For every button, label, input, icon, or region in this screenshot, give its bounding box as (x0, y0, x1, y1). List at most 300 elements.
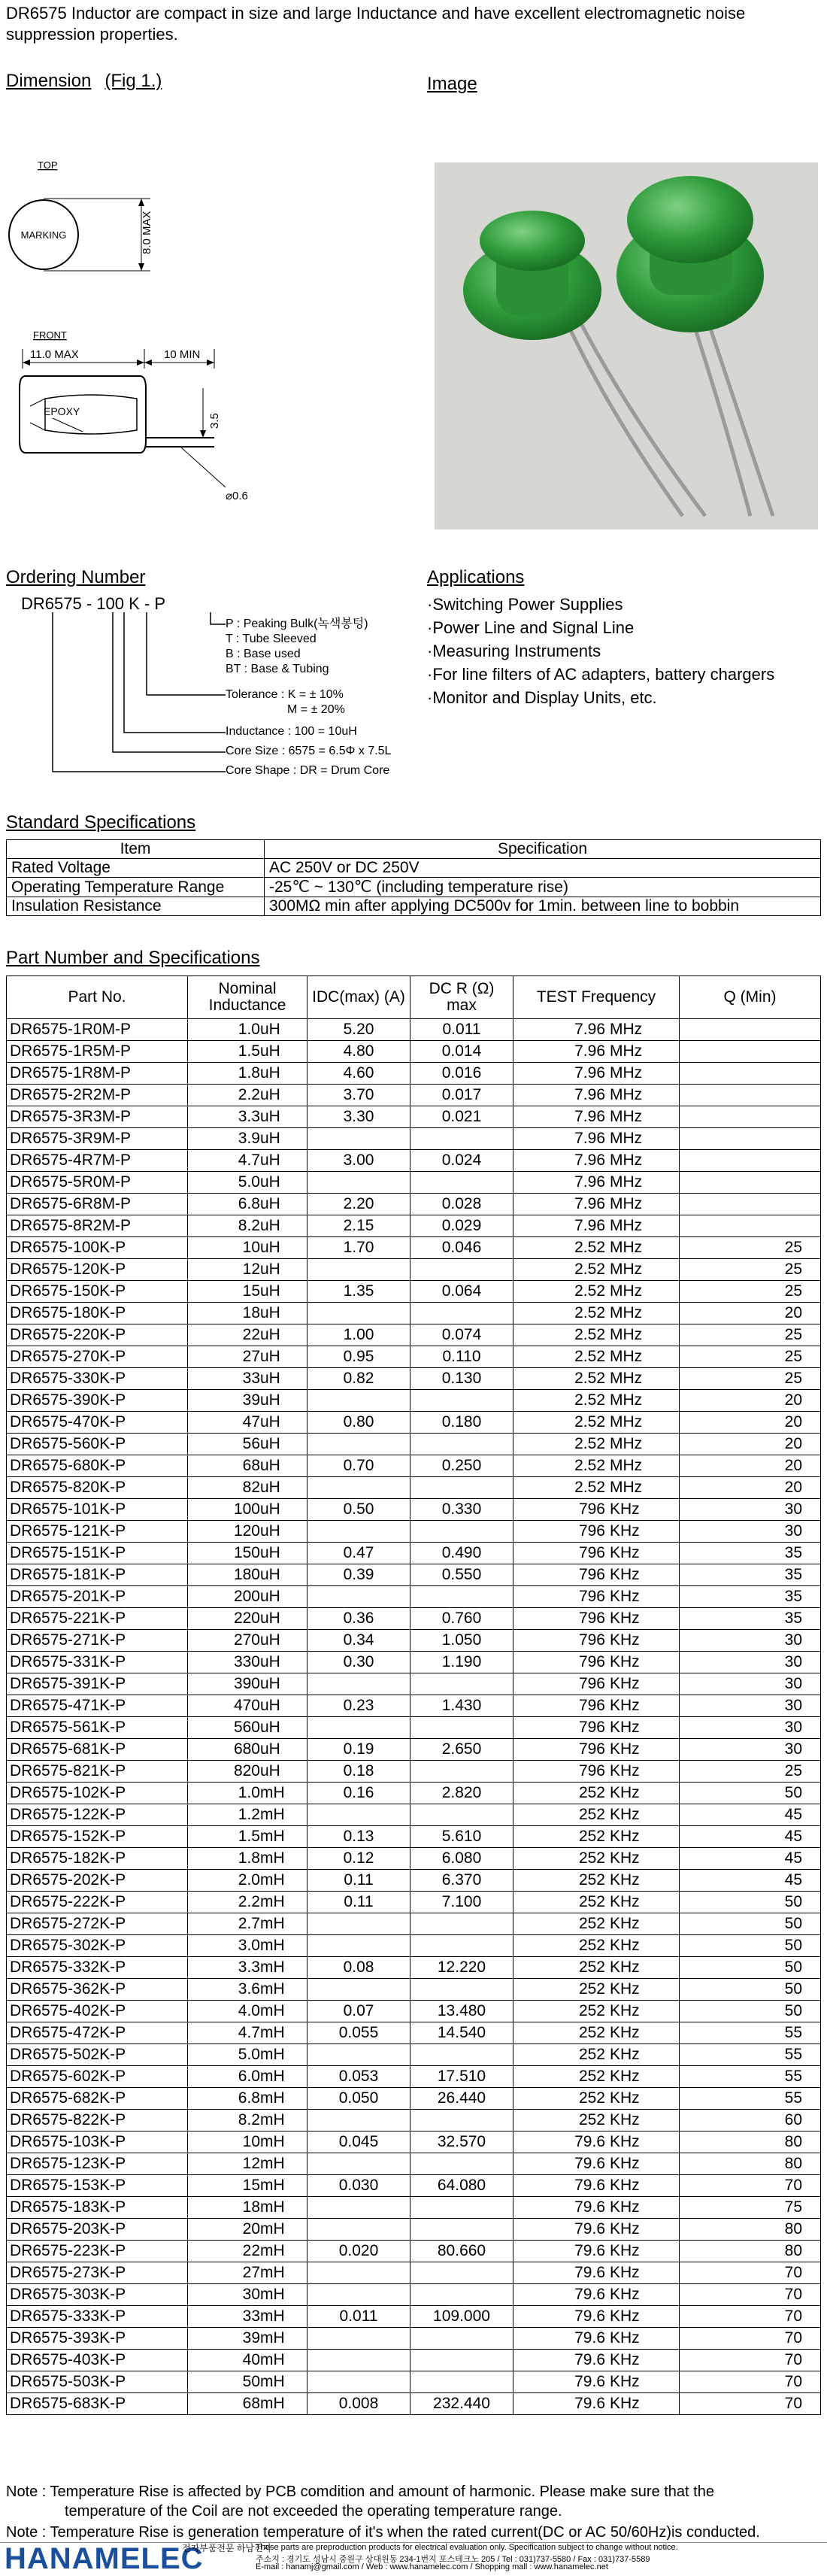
ordering-leader-lines (0, 612, 241, 785)
ordering-code: DR6575 - 100 K - P (21, 594, 166, 613)
dcr-max: 0.490 (410, 1543, 513, 1564)
part-number: DR6575-101K-P (7, 1499, 188, 1521)
part-number: DR6575-682K-P (7, 2088, 188, 2110)
std-header-spec: Specification (265, 840, 821, 859)
idc-max: 0.13 (307, 1826, 410, 1848)
part-number: DR6575-270K-P (7, 1346, 188, 1368)
part-number: DR6575-822K-P (7, 2110, 188, 2131)
idc-max (307, 1717, 410, 1739)
part-number: DR6575-362K-P (7, 1979, 188, 2001)
nominal-inductance: 100uH (188, 1499, 307, 1521)
dcr-max: 0.021 (410, 1106, 513, 1128)
test-frequency: 252 KHz (513, 1913, 680, 1935)
test-frequency: 252 KHz (513, 2110, 680, 2131)
code-series: DR6575 (21, 594, 82, 613)
nominal-inductance: 15uH (188, 1281, 307, 1303)
table-row (7, 1303, 821, 1324)
table-row (7, 2044, 821, 2066)
header-dcr: DC R (Ω) max (410, 976, 513, 1019)
table-row (7, 1281, 821, 1303)
q-min: 45 (680, 1870, 821, 1892)
packaging-bt: BT : Base & Tubing (226, 663, 329, 675)
q-min: 30 (680, 1521, 821, 1543)
idc-max: 0.95 (307, 1346, 410, 1368)
nominal-inductance: 820uH (188, 1761, 307, 1783)
test-frequency: 7.96 MHz (513, 1215, 680, 1237)
q-min: 30 (680, 1652, 821, 1673)
idc-max (307, 2044, 410, 2066)
part-number: DR6575-390K-P (7, 1390, 188, 1412)
part-number: DR6575-181K-P (7, 1564, 188, 1586)
q-min: 70 (680, 2284, 821, 2306)
std-header-item: Item (7, 840, 265, 859)
table-row (7, 2219, 821, 2241)
nominal-inductance: 6.8uH (188, 1194, 307, 1215)
test-frequency: 7.96 MHz (513, 1063, 680, 1085)
q-min: 30 (680, 1499, 821, 1521)
idc-max (307, 2153, 410, 2175)
idc-max (307, 2350, 410, 2371)
part-number: DR6575-821K-P (7, 1761, 188, 1783)
table-row (7, 2306, 821, 2328)
table-row: Insulation Resistance 300MΩ min after applying DC500v for 1min. between line to bobbin (7, 897, 821, 916)
dcr-max (410, 1390, 513, 1412)
product-photo (435, 162, 818, 529)
q-min: 25 (680, 1761, 821, 1783)
part-number: DR6575-1R5M-P (7, 1041, 188, 1063)
note-1-continued: temperature of the Coil are not exceeded the operating temperature range. (65, 2503, 562, 2520)
q-min: 25 (680, 1346, 821, 1368)
table-row (7, 2197, 821, 2219)
table-row (7, 1957, 821, 1979)
table-row (7, 1652, 821, 1673)
q-min: 75 (680, 2197, 821, 2219)
part-number: DR6575-3R3M-P (7, 1106, 188, 1128)
q-min: 30 (680, 1695, 821, 1717)
q-min: 70 (680, 2371, 821, 2393)
idc-max (307, 2284, 410, 2306)
code-packaging: P (154, 594, 166, 613)
idc-max (307, 1586, 410, 1608)
dcr-max: 0.016 (410, 1063, 513, 1085)
application-item: · For line filters of AC adapters, battery chargers (427, 663, 774, 686)
nominal-inductance: 5.0mH (188, 2044, 307, 2066)
nominal-inductance: 33uH (188, 1368, 307, 1390)
dcr-max (410, 2197, 513, 2219)
dcr-max: 17.510 (410, 2066, 513, 2088)
application-item: · Monitor and Display Units, etc. (427, 686, 774, 709)
test-frequency: 2.52 MHz (513, 1281, 680, 1303)
table-row (7, 1237, 821, 1259)
test-frequency: 252 KHz (513, 2001, 680, 2022)
test-frequency: 79.6 KHz (513, 2175, 680, 2197)
nominal-inductance: 1.5mH (188, 1826, 307, 1848)
table-row (7, 1586, 821, 1608)
company-tagline: 전자부품전문 하남전자 (182, 2543, 272, 2553)
test-frequency: 796 KHz (513, 1739, 680, 1761)
test-frequency: 7.96 MHz (513, 1128, 680, 1150)
part-number: DR6575-393K-P (7, 2328, 188, 2350)
idc-max (307, 2110, 410, 2131)
table-row (7, 2131, 821, 2153)
part-number: DR6575-303K-P (7, 2284, 188, 2306)
idc-max (307, 2219, 410, 2241)
table-row (7, 2022, 821, 2044)
nominal-inductance: 220uH (188, 1608, 307, 1630)
idc-max: 0.053 (307, 2066, 410, 2088)
part-number: DR6575-122K-P (7, 1804, 188, 1826)
q-min: 20 (680, 1303, 821, 1324)
test-frequency: 252 KHz (513, 1957, 680, 1979)
test-frequency: 2.52 MHz (513, 1237, 680, 1259)
idc-max: 0.030 (307, 2175, 410, 2197)
idc-max: 1.00 (307, 1324, 410, 1346)
test-frequency: 2.52 MHz (513, 1303, 680, 1324)
dcr-max: 12.220 (410, 1957, 513, 1979)
dcr-max: 5.610 (410, 1826, 513, 1848)
test-frequency: 7.96 MHz (513, 1085, 680, 1106)
test-frequency: 252 KHz (513, 1804, 680, 1826)
footer-address: 주소지 : 경기도 성남시 중원구 상대원동 234-1번지 포스테크노 205 / Tel : 031)737-5580 / Fax : 031)737-5589 (256, 2555, 650, 2564)
q-min: 35 (680, 1586, 821, 1608)
test-frequency: 796 KHz (513, 1761, 680, 1783)
table-row (7, 1368, 821, 1390)
nominal-inductance: 39uH (188, 1390, 307, 1412)
q-min: 30 (680, 1673, 821, 1695)
nominal-inductance: 15mH (188, 2175, 307, 2197)
front-view-label: FRONT (33, 329, 67, 341)
test-frequency: 252 KHz (513, 1935, 680, 1957)
q-min: 70 (680, 2306, 821, 2328)
table-row (7, 1128, 821, 1150)
nominal-inductance: 8.2mH (188, 2110, 307, 2131)
idc-max (307, 1259, 410, 1281)
nominal-inductance: 4.7uH (188, 1150, 307, 1172)
part-number: DR6575-123K-P (7, 2153, 188, 2175)
part-number: DR6575-391K-P (7, 1673, 188, 1695)
test-frequency: 79.6 KHz (513, 2241, 680, 2262)
test-frequency: 796 KHz (513, 1521, 680, 1543)
standard-spec-table (6, 839, 821, 916)
idc-max: 0.07 (307, 2001, 410, 2022)
test-frequency: 796 KHz (513, 1543, 680, 1564)
table-row (7, 1041, 821, 1063)
idc-max: 0.08 (307, 1957, 410, 1979)
part-number: DR6575-180K-P (7, 1303, 188, 1324)
nominal-inductance: 12mH (188, 2153, 307, 2175)
note-1: Note : Temperature Rise is affected by PCB comdition and amount of harmonic. Please make sure that the (6, 2483, 714, 2500)
q-min: 35 (680, 1564, 821, 1586)
dcr-max: 0.074 (410, 1324, 513, 1346)
part-number: DR6575-683K-P (7, 2393, 188, 2415)
part-number: DR6575-182K-P (7, 1848, 188, 1870)
part-number: DR6575-1R8M-P (7, 1063, 188, 1085)
packaging-b: B : Base used (226, 648, 301, 660)
parts-table-body (7, 1019, 821, 2415)
q-min (680, 1019, 821, 1041)
dcr-max (410, 2350, 513, 2371)
q-min: 35 (680, 1543, 821, 1564)
idc-max: 0.11 (307, 1892, 410, 1913)
test-frequency: 79.6 KHz (513, 2371, 680, 2393)
test-frequency: 2.52 MHz (513, 1477, 680, 1499)
test-frequency: 79.6 KHz (513, 2219, 680, 2241)
test-frequency: 79.6 KHz (513, 2393, 680, 2415)
table-row (7, 1324, 821, 1346)
nominal-inductance: 1.8mH (188, 1848, 307, 1870)
header-frequency: TEST Frequency (513, 976, 680, 1019)
parts-table (6, 975, 821, 2415)
part-number: DR6575-203K-P (7, 2219, 188, 2241)
dcr-max: 1.190 (410, 1652, 513, 1673)
table-row (7, 1783, 821, 1804)
applications-list (427, 593, 774, 709)
test-frequency: 252 KHz (513, 2066, 680, 2088)
ordering-title: Ordering Number (6, 567, 146, 587)
idc-max: 0.34 (307, 1630, 410, 1652)
dcr-max: 109.000 (410, 2306, 513, 2328)
part-number: DR6575-151K-P (7, 1543, 188, 1564)
table-row (7, 2066, 821, 2088)
q-min: 50 (680, 1783, 821, 1804)
table-row (7, 1848, 821, 1870)
nominal-inductance: 3.0mH (188, 1935, 307, 1957)
test-frequency: 79.6 KHz (513, 2262, 680, 2284)
part-number: DR6575-3R9M-P (7, 1128, 188, 1150)
part-number: DR6575-472K-P (7, 2022, 188, 2044)
width-dimension: 11.0 MAX (30, 348, 79, 361)
idc-max: 0.011 (307, 2306, 410, 2328)
nominal-inductance: 470uH (188, 1695, 307, 1717)
test-frequency: 2.52 MHz (513, 1368, 680, 1390)
idc-max: 5.20 (307, 1019, 410, 1041)
part-number: DR6575-402K-P (7, 2001, 188, 2022)
dcr-max (410, 1913, 513, 1935)
table-row (7, 2088, 821, 2110)
idc-max: 0.055 (307, 2022, 410, 2044)
dcr-max: 0.028 (410, 1194, 513, 1215)
q-min (680, 1215, 821, 1237)
idc-max: 0.80 (307, 1412, 410, 1434)
dcr-max: 0.250 (410, 1455, 513, 1477)
test-frequency: 7.96 MHz (513, 1194, 680, 1215)
idc-max: 4.80 (307, 1041, 410, 1063)
core-size-legend: Core Size : 6575 = 6.5Φ x 7.5L (226, 745, 392, 757)
table-row (7, 1608, 821, 1630)
part-number: DR6575-103K-P (7, 2131, 188, 2153)
q-min (680, 1106, 821, 1128)
nominal-inductance: 3.3uH (188, 1106, 307, 1128)
dcr-max (410, 1979, 513, 2001)
table-row (7, 1412, 821, 1434)
nominal-inductance: 10mH (188, 2131, 307, 2153)
part-number: DR6575-220K-P (7, 1324, 188, 1346)
code-inductance: 100 (96, 594, 124, 613)
header-idc: IDC(max) (A) (307, 976, 410, 1019)
idc-max (307, 1172, 410, 1194)
idc-max (307, 1979, 410, 2001)
idc-max (307, 2328, 410, 2350)
dcr-max (410, 2328, 513, 2350)
nominal-inductance: 4.0mH (188, 2001, 307, 2022)
dcr-max (410, 1804, 513, 1826)
table-row (7, 1434, 821, 1455)
q-min: 80 (680, 2131, 821, 2153)
idc-max (307, 1521, 410, 1543)
idc-max: 0.47 (307, 1543, 410, 1564)
dcr-max (410, 2284, 513, 2306)
part-number: DR6575-152K-P (7, 1826, 188, 1848)
test-frequency: 796 KHz (513, 1695, 680, 1717)
test-frequency: 7.96 MHz (513, 1150, 680, 1172)
test-frequency: 2.52 MHz (513, 1412, 680, 1434)
nominal-inductance: 390uH (188, 1673, 307, 1695)
q-min: 50 (680, 1892, 821, 1913)
part-number: DR6575-820K-P (7, 1477, 188, 1499)
dcr-max: 2.650 (410, 1739, 513, 1761)
table-row (7, 1346, 821, 1368)
tolerance-legend: Tolerance : K = ± 10% M = ± 20% (226, 688, 345, 716)
q-min: 70 (680, 2328, 821, 2350)
part-number: DR6575-503K-P (7, 2371, 188, 2393)
nominal-inductance: 50mH (188, 2371, 307, 2393)
part-number: DR6575-332K-P (7, 1957, 188, 1979)
table-row (7, 1761, 821, 1783)
q-min: 80 (680, 2153, 821, 2175)
q-min: 25 (680, 1324, 821, 1346)
idc-max: 3.30 (307, 1106, 410, 1128)
idc-max: 0.39 (307, 1564, 410, 1586)
part-number: DR6575-2R2M-P (7, 1085, 188, 1106)
part-number: DR6575-1R0M-P (7, 1019, 188, 1041)
test-frequency: 79.6 KHz (513, 2328, 680, 2350)
part-number: DR6575-120K-P (7, 1259, 188, 1281)
nominal-inductance: 8.2uH (188, 1215, 307, 1237)
test-frequency: 796 KHz (513, 1499, 680, 1521)
part-number: DR6575-333K-P (7, 2306, 188, 2328)
dcr-max (410, 2153, 513, 2175)
nominal-inductance: 2.2uH (188, 1085, 307, 1106)
test-frequency: 79.6 KHz (513, 2284, 680, 2306)
dcr-max: 26.440 (410, 2088, 513, 2110)
nominal-inductance: 27uH (188, 1346, 307, 1368)
part-number: DR6575-4R7M-P (7, 1150, 188, 1172)
idc-max: 0.23 (307, 1695, 410, 1717)
table-row (7, 1892, 821, 1913)
test-frequency: 2.52 MHz (513, 1259, 680, 1281)
table-row (7, 2110, 821, 2131)
dcr-max: 80.660 (410, 2241, 513, 2262)
table-row: Operating Temperature Range -25℃ ~ 130℃ (including temperature rise) (7, 878, 821, 897)
table-row (7, 1194, 821, 1215)
test-frequency: 2.52 MHz (513, 1324, 680, 1346)
idc-max: 0.19 (307, 1739, 410, 1761)
dcr-max: 0.011 (410, 1019, 513, 1041)
idc-max (307, 1128, 410, 1150)
part-number: DR6575-8R2M-P (7, 1215, 188, 1237)
marking-label: MARKING (20, 229, 67, 241)
footer-contact: E-mail : hanamj@gmail.com / Web : www.hanamelec.com / Shopping mall : www.hanamelec.net (256, 2562, 608, 2571)
nominal-inductance: 1.8uH (188, 1063, 307, 1085)
table-row (7, 1826, 821, 1848)
test-frequency: 796 KHz (513, 1586, 680, 1608)
idc-max: 3.70 (307, 1085, 410, 1106)
nominal-inductance: 200uH (188, 1586, 307, 1608)
test-frequency: 796 KHz (513, 1673, 680, 1695)
table-row (7, 2262, 821, 2284)
packaging-t: T : Tube Sleeved (226, 633, 317, 645)
test-frequency: 7.96 MHz (513, 1172, 680, 1194)
part-number: DR6575-153K-P (7, 2175, 188, 2197)
part-number: DR6575-561K-P (7, 1717, 188, 1739)
part-number: DR6575-330K-P (7, 1368, 188, 1390)
inductor-left (463, 211, 601, 340)
idc-max: 0.82 (307, 1368, 410, 1390)
header-part-no: Part No. (7, 976, 188, 1019)
q-min: 25 (680, 1281, 821, 1303)
table-row (7, 1019, 821, 1041)
idc-max (307, 1913, 410, 1935)
q-min: 20 (680, 1390, 821, 1412)
q-min: 60 (680, 2110, 821, 2131)
idc-max: 2.20 (307, 1194, 410, 1215)
q-min (680, 1085, 821, 1106)
q-min: 45 (680, 1804, 821, 1826)
test-frequency: 2.52 MHz (513, 1346, 680, 1368)
q-min: 70 (680, 2262, 821, 2284)
nominal-inductance: 1.5uH (188, 1041, 307, 1063)
dcr-max: 14.540 (410, 2022, 513, 2044)
dcr-max: 0.029 (410, 1215, 513, 1237)
test-frequency: 2.52 MHz (513, 1390, 680, 1412)
test-frequency: 79.6 KHz (513, 2197, 680, 2219)
dcr-max (410, 1935, 513, 1957)
q-min (680, 1194, 821, 1215)
test-frequency: 79.6 KHz (513, 2153, 680, 2175)
table-row (7, 1499, 821, 1521)
test-frequency: 252 KHz (513, 2044, 680, 2066)
q-min: 30 (680, 1630, 821, 1652)
idc-max: 0.30 (307, 1652, 410, 1673)
test-frequency: 796 KHz (513, 1652, 680, 1673)
nominal-inductance: 2.2mH (188, 1892, 307, 1913)
test-frequency: 252 KHz (513, 2088, 680, 2110)
part-number: DR6575-6R8M-P (7, 1194, 188, 1215)
q-min: 45 (680, 1826, 821, 1848)
table-row (7, 2001, 821, 2022)
dcr-max (410, 2110, 513, 2131)
dcr-max (410, 1477, 513, 1499)
q-min: 25 (680, 1259, 821, 1281)
dcr-max (410, 1172, 513, 1194)
dcr-max (410, 1761, 513, 1783)
table-row (7, 1935, 821, 1957)
dcr-max: 2.820 (410, 1783, 513, 1804)
test-frequency: 2.52 MHz (513, 1455, 680, 1477)
part-number: DR6575-223K-P (7, 2241, 188, 2262)
dcr-max: 1.430 (410, 1695, 513, 1717)
applications-title: Applications (427, 567, 525, 587)
table-row (7, 1804, 821, 1826)
application-item: · Switching Power Supplies (427, 593, 774, 616)
dimension-title (6, 71, 162, 92)
part-number: DR6575-150K-P (7, 1281, 188, 1303)
dcr-max: 1.050 (410, 1630, 513, 1652)
nominal-inductance: 30mH (188, 2284, 307, 2306)
test-frequency: 252 KHz (513, 1979, 680, 2001)
dcr-max: 0.017 (410, 1085, 513, 1106)
part-number: DR6575-221K-P (7, 1608, 188, 1630)
